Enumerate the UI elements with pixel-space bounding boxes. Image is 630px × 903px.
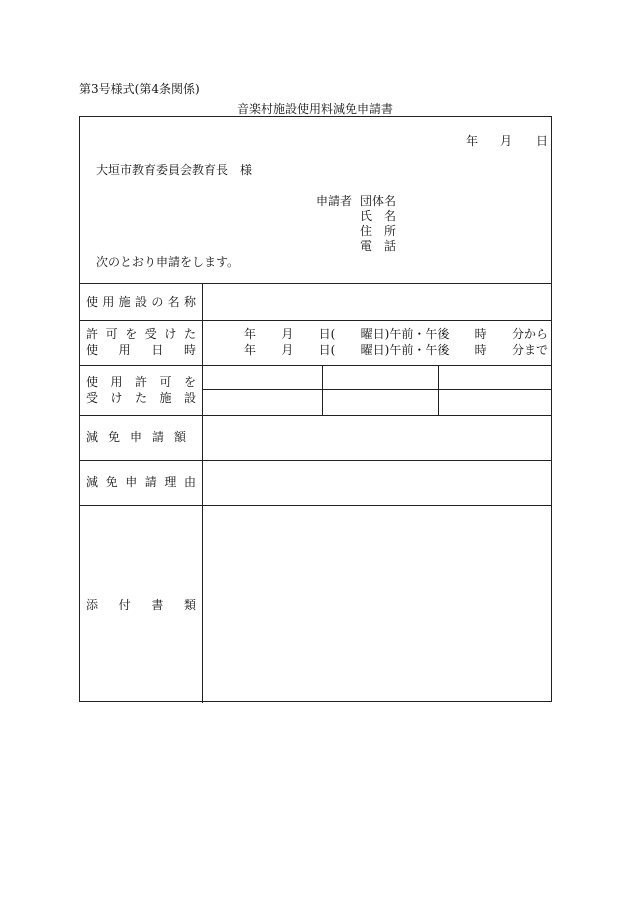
permit-datetime-label-1: 許可を受けた: [86, 327, 196, 341]
date-month: 月: [500, 134, 513, 148]
form-frame: [79, 116, 552, 702]
to-day: 日(: [318, 343, 336, 357]
permitted-facilities-label-2: 受けた施設: [86, 391, 196, 405]
permit-datetime-line-to: [244, 343, 548, 358]
permit-datetime-line-from: [244, 327, 548, 342]
statement: 次のとおり申請をします。: [96, 255, 240, 269]
field-group-name: 団体名: [360, 194, 397, 208]
field-phone: 電 話: [360, 239, 397, 253]
to-year: 年: [244, 343, 257, 357]
from-day: 日(: [318, 327, 336, 341]
facility-name-label: 使用施設の名称: [86, 295, 196, 309]
date-day: 日: [536, 134, 549, 148]
addressee: 大垣市教育委員会教育長 様: [96, 163, 253, 177]
facility-grid-divider: [322, 365, 323, 415]
to-month: 月: [281, 343, 294, 357]
to-weekday-ampm: 曜日)午前・午後: [360, 343, 450, 357]
attachments-label: 添付書類: [86, 598, 196, 612]
from-year: 年: [244, 327, 257, 341]
row-divider: [80, 505, 551, 506]
field-address: 住 所: [360, 224, 397, 238]
row-divider: [80, 460, 551, 461]
to-minute: 分まで: [511, 343, 548, 357]
label-column-divider: [202, 283, 203, 703]
reduction-reason-label: 減免申請理由: [86, 475, 196, 489]
applicant-label: 申請者: [316, 194, 353, 208]
row-divider: [80, 415, 551, 416]
from-month: 月: [281, 327, 294, 341]
row-divider: [80, 365, 551, 366]
reduction-amount-label: 減免申請額: [86, 430, 186, 444]
date-year: 年: [466, 134, 479, 148]
form-number: 第3号様式(第4条関係): [79, 82, 200, 96]
from-weekday-ampm: 曜日)午前・午後: [360, 327, 450, 341]
to-hour: 時: [474, 343, 487, 357]
row-divider: [202, 389, 551, 390]
field-name: 氏 名: [360, 209, 397, 223]
from-hour: 時: [474, 327, 487, 341]
form-title: 音楽村施設使用料減免申請書: [236, 102, 393, 116]
row-divider: [80, 283, 551, 284]
permitted-facilities-label-1: 使用許可を: [86, 375, 196, 389]
permit-datetime-label-2: 使用日時: [86, 343, 196, 357]
row-divider: [80, 320, 551, 321]
facility-grid-divider: [438, 365, 439, 415]
from-minute: 分から: [511, 327, 548, 341]
